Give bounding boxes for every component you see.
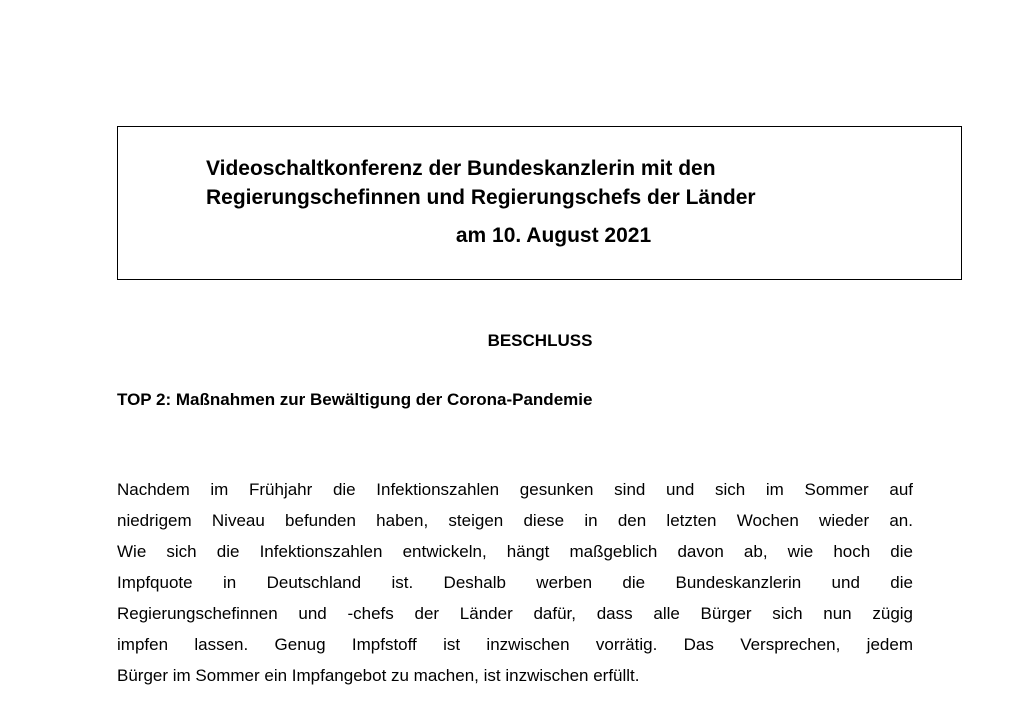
title-box [117, 126, 962, 280]
title-line-2: Regierungschefinnen und Regierungschefs der Länder [206, 186, 756, 209]
paragraph-line: niedrigem Niveau befunden haben, steigen diese in den letzten Wochen wieder an. [117, 511, 913, 530]
paragraph-line: Impfquote in Deutschland ist. Deshalb werben die Bundeskanzlerin und die [117, 573, 913, 592]
beschluss-heading: BESCHLUSS [487, 331, 593, 350]
paragraph-line: Wie sich die Infektionszahlen entwickeln, hängt maßgeblich davon ab, wie hoch die [117, 542, 913, 561]
paragraph-line: Nachdem im Frühjahr die Infektionszahlen gesunken sind und sich im Sommer auf [117, 480, 913, 499]
title-date: am 10. August 2021 [455, 224, 652, 247]
paragraph-line: impfen lassen. Genug Impfstoff ist inzwischen vorrätig. Das Versprechen, jedem [117, 635, 913, 654]
title-line-1: Videoschaltkonferenz der Bundeskanzlerin mit den [206, 157, 716, 180]
body-paragraph [117, 474, 913, 691]
agenda-item-heading: TOP 2: Maßnahmen zur Bewältigung der Corona-Pandemie [117, 390, 593, 409]
paragraph-line: Bürger im Sommer ein Impfangebot zu machen, ist inzwischen erfüllt. [117, 666, 640, 685]
paragraph-line: Regierungschefinnen und -chefs der Länder dafür, dass alle Bürger sich nun zügig [117, 604, 913, 623]
